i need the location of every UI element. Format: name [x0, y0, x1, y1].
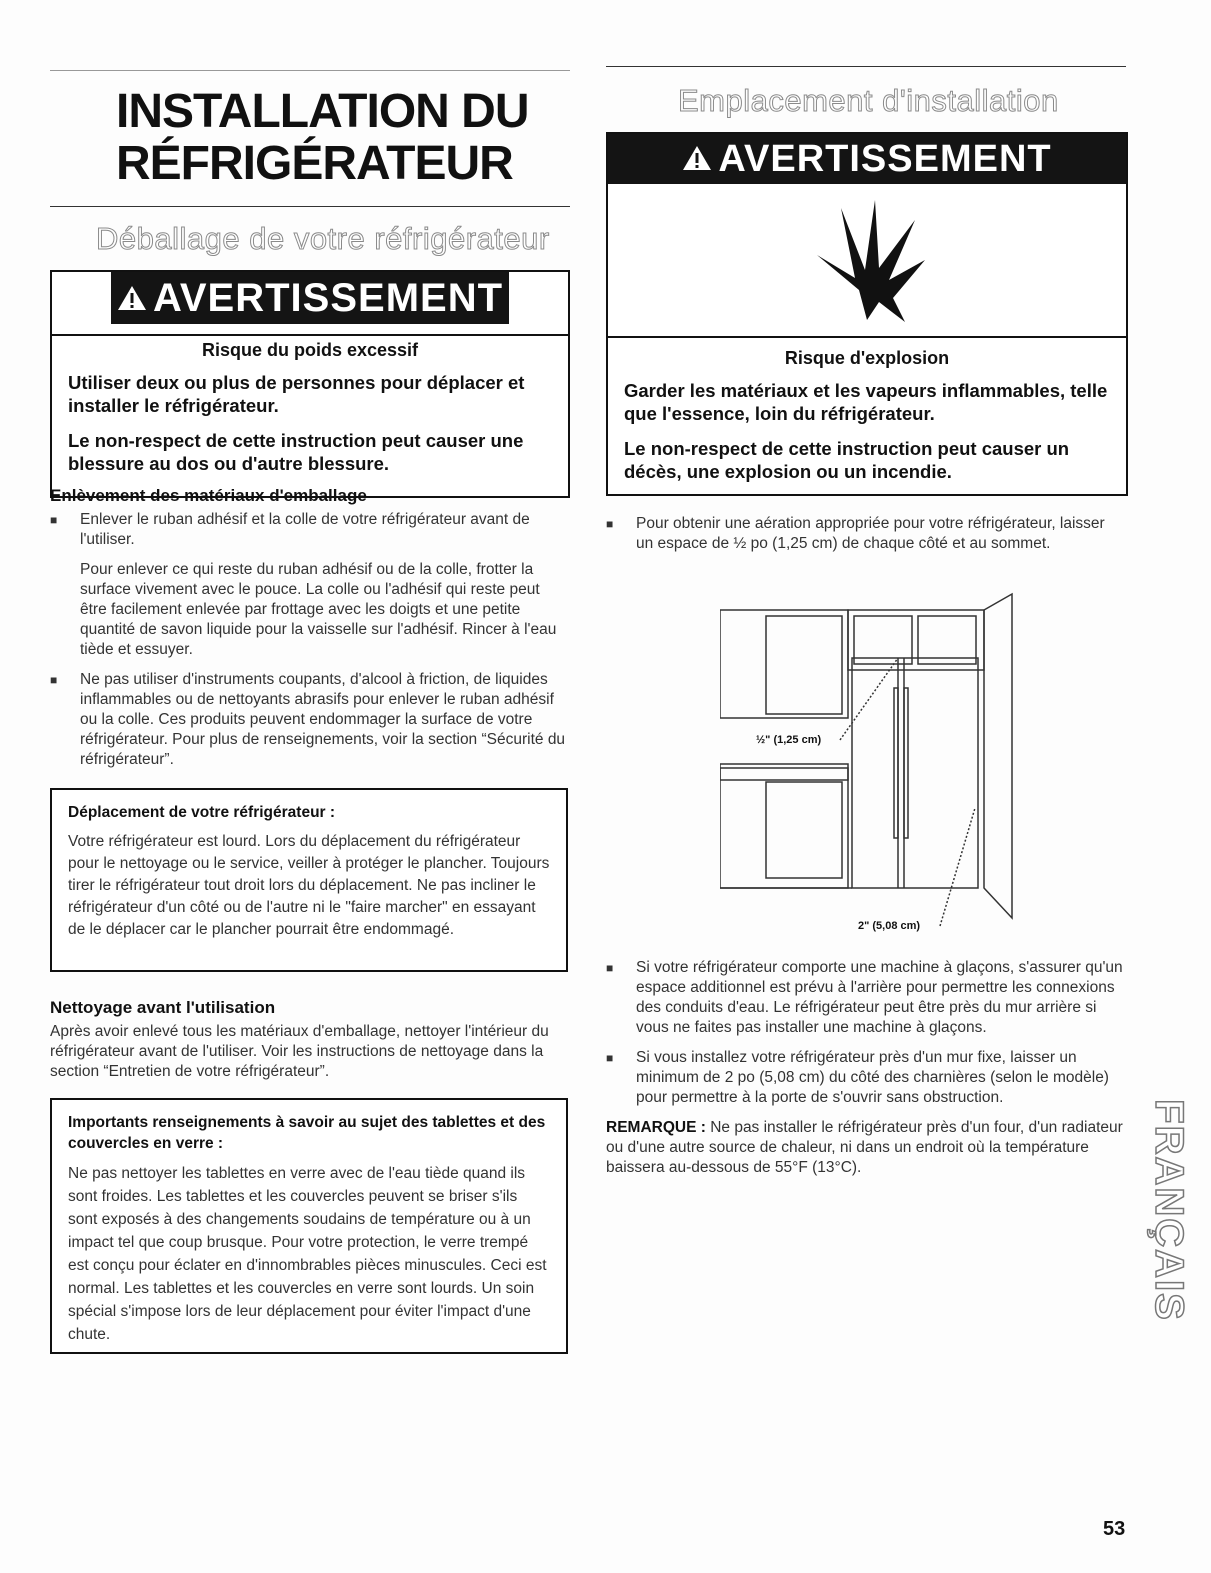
title-divider: [50, 206, 570, 207]
warning-instruction: Utiliser deux ou plus de personnes pour déplacer et installer le réfrigérateur.: [68, 372, 525, 416]
list-item: [606, 514, 1126, 554]
cleaning-heading: Nettoyage avant l'utilisation: [50, 998, 276, 1017]
removal-paragraph: Pour enlever ce qui reste du ruban adhésif ou de la colle, frotter la surface vivement avec le pouce. La colle ou l'adhésif qui reste peut être facilement enlevée par frottage avec les doigts et une petite quantité de savon liquide pour la vaisselle sur l'adhésif. Rincer à l'eau tiède et essuyer.: [80, 561, 557, 658]
removal-bullet1: Enlever le ruban adhésif et la colle de votre réfrigérateur avant de l'utiliser.: [80, 511, 530, 548]
list-item: [606, 1048, 1126, 1108]
cleaning-text: Après avoir enlevé tous les matériaux d'emballage, nettoyer l'intérieur du réfrigérateur avant de l'utiliser. Voir les instructions de nettoyage dans la section “Entretien de votre réfrigérateur”.: [50, 1023, 549, 1080]
page-title-line2: RÉFRIGÉRATEUR: [116, 137, 513, 190]
moving-box-heading: Déplacement de votre réfrigérateur :: [68, 804, 336, 821]
top-rule-right: [606, 66, 1126, 67]
moving-box-text: Votre réfrigérateur est lourd. Lors du déplacement du réfrigérateur pour le nettoyage ou le service, veiller à protéger le plancher. Toujours tirer le réfrigérateur tout droit lors du déplacement. Ne pas incliner le réfrigérateur d'un côté ou de l'autre ni le "faire marcher" en essayant de le déplacer car le plancher pourrait être endommagé.: [68, 833, 550, 938]
bullet-icon: ■: [50, 673, 58, 687]
warning-banner-label: AVERTISSEMENT: [152, 275, 504, 320]
location-bullet1: Pour obtenir une aération appropriée pour votre réfrigérateur, laisser un espace de ½ po (1,25 cm) de chaque côté et au sommet.: [636, 515, 1105, 552]
warning-box-explosion: [606, 132, 1128, 496]
bullet-icon: ■: [606, 517, 614, 531]
diagram-label-two-inch: 2" (5,08 cm): [858, 920, 921, 932]
section-heading-location: Emplacement d'installation: [678, 83, 1059, 118]
explosion-icon: [608, 184, 1126, 336]
location-bullet1-wrap: [606, 514, 1126, 564]
warning-risk-title: Risque du poids excessif: [201, 340, 419, 360]
note-label: REMARQUE :: [606, 1119, 706, 1136]
removal-section: [50, 486, 570, 780]
warning-banner-label: AVERTISSEMENT: [718, 137, 1052, 180]
warning-triangle-icon: [682, 138, 712, 181]
warning-triangle-icon: [117, 276, 147, 321]
page-number: 53: [1103, 1518, 1126, 1540]
diagram-label-half-inch: ½" (1,25 cm): [756, 734, 822, 746]
list-item: [50, 510, 570, 550]
moving-info-box: [50, 788, 568, 972]
list-item: [606, 958, 1126, 1038]
bullet-icon: ■: [50, 513, 58, 527]
list-item: [50, 670, 570, 770]
warning-banner: [111, 272, 509, 324]
warning-instruction: Garder les matériaux et les vapeurs inflammables, telle que l'essence, loin du réfrigérateur.: [624, 380, 1108, 424]
location-bullet2: Si votre réfrigérateur comporte une machine à glaçons, s'assurer qu'un espace additionnel est prévu à l'arrière pour permettre les connexions des conduits d'eau. Le réfrigérateur peut être près du mur arrière si vous ne faites pas installer une machine à glaçons.: [636, 959, 1123, 1036]
warning-consequence: Le non-respect de cette instruction peut causer une blessure au dos ou d'autre blessure.: [68, 430, 524, 474]
language-tab-label: FRANÇAIS: [1146, 1098, 1191, 1322]
glass-box-heading: Importants renseignements à savoir au sujet des tablettes et des couvercles en verre :: [68, 1114, 546, 1152]
removal-heading: Enlèvement des matériaux d'emballage: [50, 486, 367, 505]
clearance-diagram: [720, 588, 1020, 938]
bullet-icon: ■: [606, 1051, 614, 1065]
section-heading-unpacking: Déballage de votre réfrigérateur: [96, 221, 550, 256]
glass-box-text: Ne pas nettoyer les tablettes en verre avec de l'eau tiède quand ils sont froides. Les tablettes et les couvercles peuvent se briser s'ils sont exposés à des changements soudains de température ou à un impact tel que coup brusque. Pour votre protection, le verre trempé est conçu pour éclater en d'innombrables pièces minuscules. Ceci est normal. Les tablettes et les couvercles en verre sont lourds. Un soin spécial s'impose lors de leur déplacement pour éviter l'impact d'une chute.: [68, 1165, 547, 1343]
location-bullets: [606, 958, 1126, 1178]
cleaning-section: [50, 998, 570, 1082]
location-bullet3: Si vous installez votre réfrigérateur près d'un mur fixe, laisser un minimum de 2 po (5,08 cm) du côté des charnières (selon le modèle) pour permettre à la porte de s'ouvrir sans obstruction.: [636, 1049, 1109, 1106]
warning-consequence: Le non-respect de cette instruction peut causer un décès, une explosion ou un incendie.: [624, 438, 1070, 482]
note-text: Ne pas installer le réfrigérateur près d'un four, d'un radiateur ou d'une autre source de chaleur, ni dans un endroit où la température baissera au-dessous de 55°F (13°C).: [606, 1119, 1123, 1176]
warning-banner: [608, 134, 1126, 184]
bullet-icon: ■: [606, 961, 614, 975]
language-tab: [1146, 1085, 1191, 1335]
top-rule-left: [50, 70, 570, 71]
glass-info-box: [50, 1098, 568, 1354]
warning-box-weight: [50, 270, 570, 498]
page-title-line1: INSTALLATION DU: [116, 85, 529, 138]
warning-risk-title: Risque d'explosion: [784, 348, 950, 368]
page-title: [116, 86, 576, 190]
note-paragraph: [606, 1118, 1126, 1178]
removal-bullet2: Ne pas utiliser d'instruments coupants, d'alcool à friction, de liquides inflammables ou de nettoyants abrasifs pour enlever le ruban adhésif ou la colle. Ces produits peuvent endommager la surface de votre réfrigérateur. Pour plus de renseignements, voir la section “Sécurité du réfrigérateur”.: [80, 671, 566, 768]
